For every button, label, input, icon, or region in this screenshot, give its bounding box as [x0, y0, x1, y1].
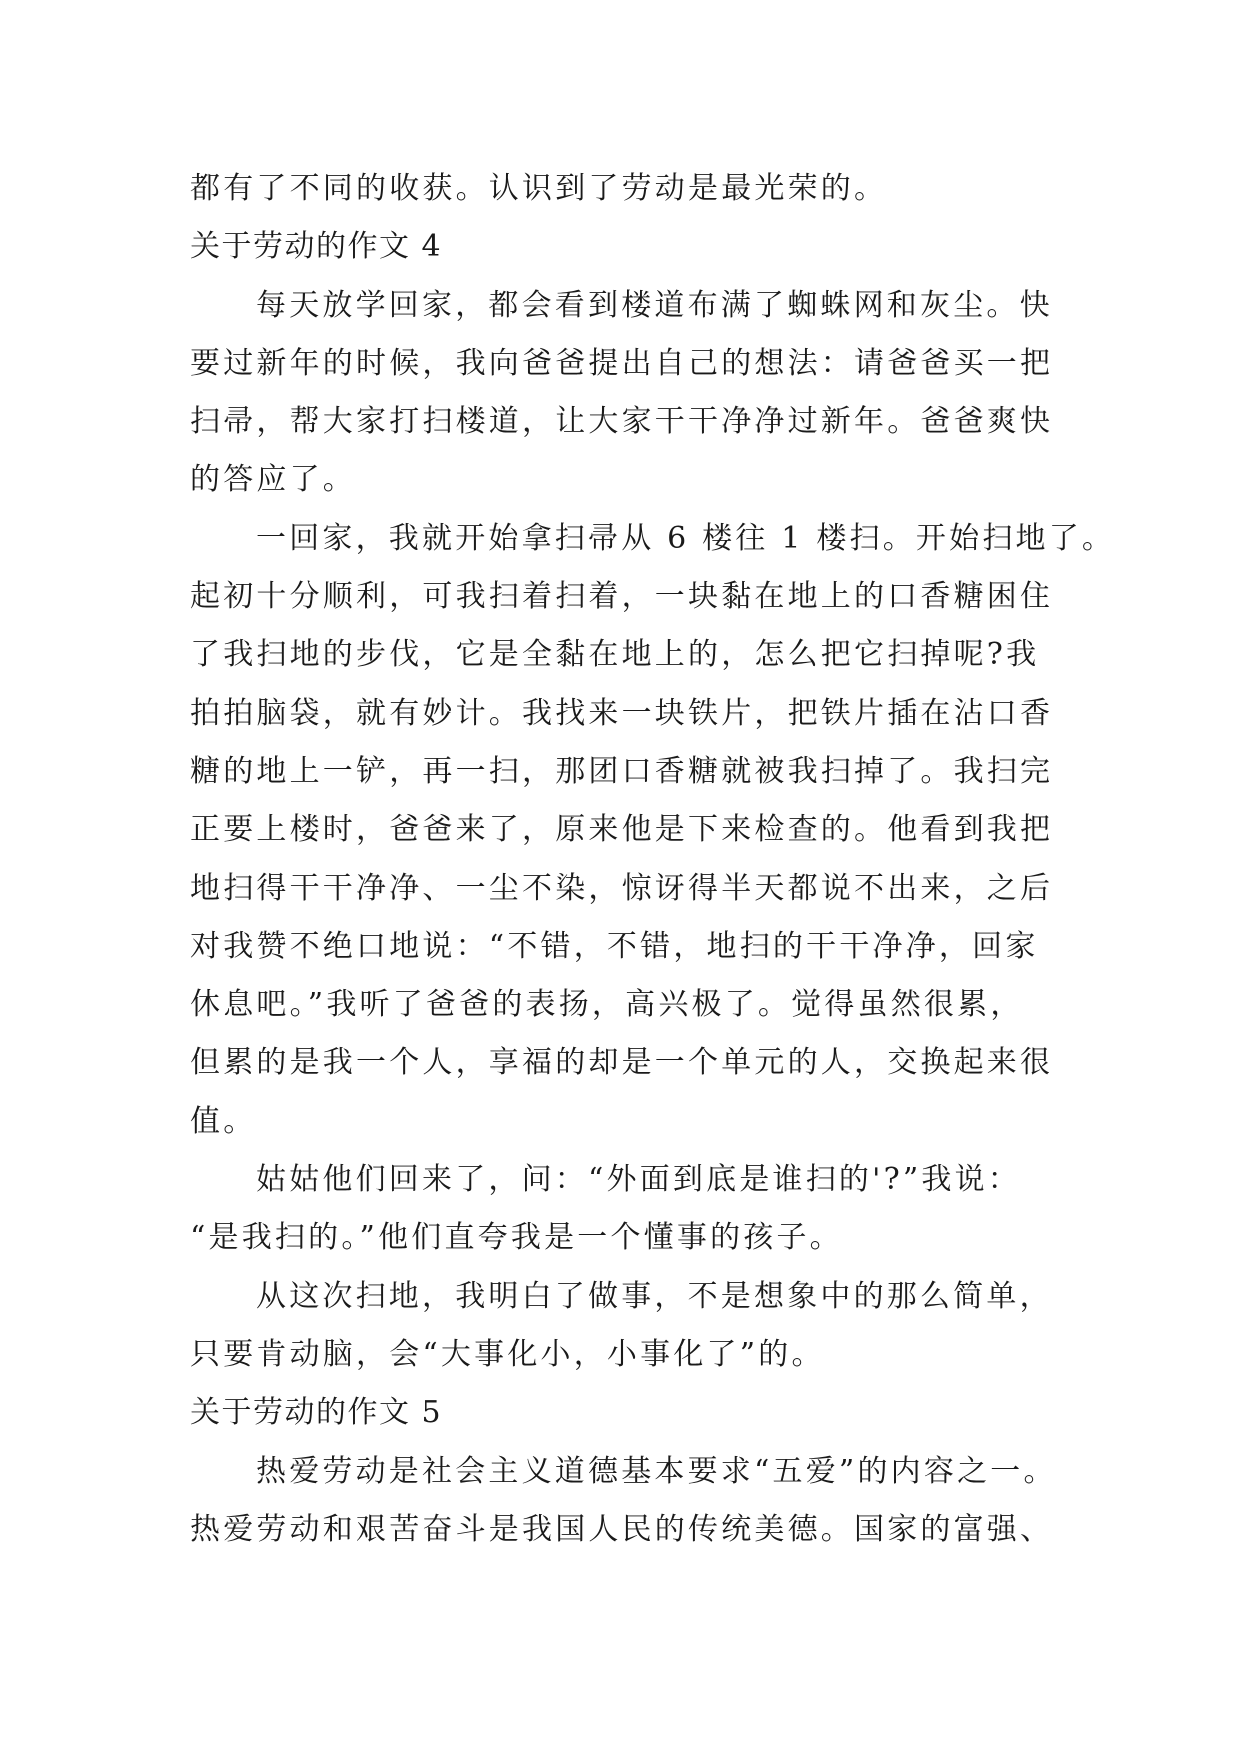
essay-body [190, 160, 1116, 1559]
text-line: 对我赞不绝口地说：“不错，不错，地扫的干干净净，回家 [190, 928, 1039, 964]
text-line: 拍拍脑袋，就有妙计。我找来一块铁片，把铁片插在沾口香 [190, 695, 1054, 731]
text-line: 的答应了。 [190, 462, 356, 498]
text-line: 但累的是我一个人，享福的却是一个单元的人，交换起来很 [190, 1045, 1054, 1081]
text-line: 都有了不同的收获。认识到了劳动是最光荣的。 [190, 171, 888, 206]
section-heading: 关于劳动的作文 4 [190, 229, 443, 265]
section-heading: 关于劳动的作文 5 [190, 1395, 443, 1431]
text-line: 糖的地上一铲，再一扫，那团口香糖就被我扫掉了。我扫完 [190, 753, 1054, 789]
text-line: 热爱劳动和艰苦奋斗是我国人民的传统美德。国家的富强、 [190, 1511, 1054, 1547]
text-line: 休息吧。”我听了爸爸的表扬，高兴极了。觉得虽然很累， [190, 987, 1024, 1023]
paragraph-first-line: 热爱劳动是社会主义道德基本要求“五爱”的内容之一。 [256, 1453, 1057, 1489]
text-line: 值。 [190, 1103, 257, 1139]
paragraph-first-line: 从这次扫地，我明白了做事，不是想象中的那么简单， [256, 1278, 1053, 1314]
text-line: 只要肯动脑，会“大事化小，小事化了”的。 [190, 1336, 825, 1372]
paragraph-first-line: 一回家，我就开始拿扫帚从 6 楼往 1 楼扫。开始扫地了。 [256, 520, 1116, 556]
text-line: 了我扫地的步伐，它是全黏在地上的，怎么把它扫掉呢?我 [190, 637, 1040, 673]
text-line: 扫帚，帮大家打扫楼道，让大家干干净净过新年。爸爸爽快 [190, 404, 1054, 440]
paragraph-first-line: 每天放学回家，都会看到楼道布满了蜘蛛网和灰尘。快 [256, 287, 1053, 323]
text-line: 起初十分顺利，可我扫着扫着，一块黏在地上的口香糖困住 [190, 579, 1054, 615]
text-line: 正要上楼时，爸爸来了，原来他是下来检查的。他看到我把 [190, 812, 1054, 848]
paragraph-first-line: 姑姑他们回来了，问：“外面到底是谁扫的'?”我说： [256, 1162, 1022, 1198]
text-line: “是我扫的。”他们直夸我是一个懂事的孩子。 [190, 1220, 843, 1256]
text-line: 地扫得干干净净、一尘不染，惊讶得半天都说不出来，之后 [190, 870, 1054, 906]
text-line: 要过新年的时候，我向爸爸提出自己的想法：请爸爸买一把 [190, 345, 1054, 381]
